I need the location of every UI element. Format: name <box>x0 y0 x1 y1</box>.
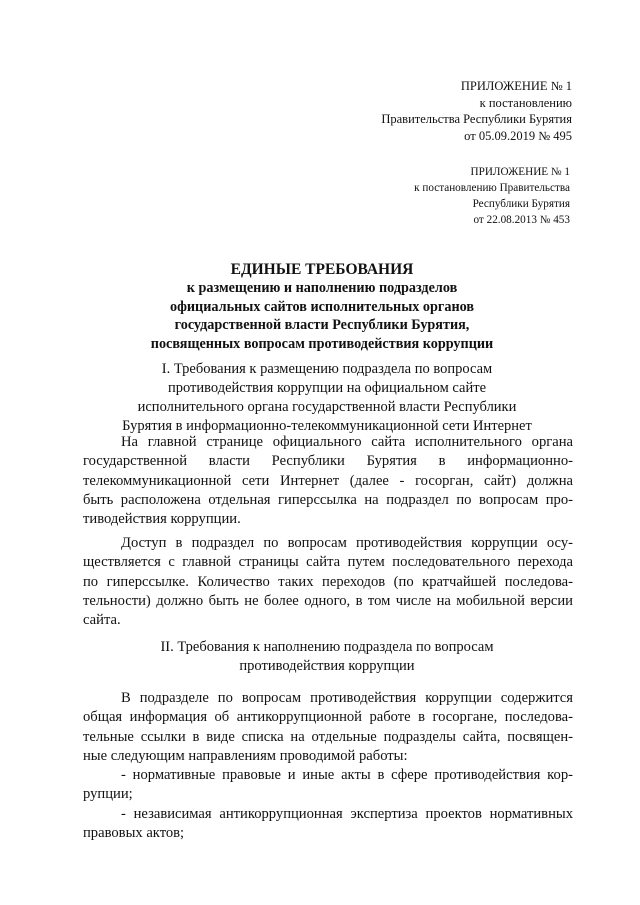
subtitle-line: официальных сайтов исполнительных органов <box>169 298 475 315</box>
paragraph-line: В подразделе по вопросам противодействия коррупции содержится <box>121 690 573 706</box>
annex-title: ПРИЛОЖЕНИЕ № 1 <box>470 166 570 178</box>
list-item-continuation: правовых актов; <box>83 825 185 842</box>
paragraph-line: ные следующим направлениям проводимой работы: <box>83 747 408 764</box>
paragraph-line: телекоммуникационной сети Интернет (далее - госорган, сайт) должна <box>83 472 573 489</box>
list-item: - независимая антикоррупционная экспертиза проектов нормативных <box>121 805 573 822</box>
section-2-paragraph-1 <box>83 689 573 843</box>
section-title-line: противодействия коррупции <box>239 658 415 674</box>
paragraph-line: государственной власти Республики Бурятия в информационно- <box>83 453 573 470</box>
paragraph-line: общая информация об антикоррупционной работе в госоргане, последова- <box>83 709 573 726</box>
section-1-title <box>90 360 564 436</box>
list-item: - нормативные правовые и иные акты в сфере противодействия кор- <box>121 767 573 784</box>
paragraph-line: ществляется с главной страницы сайта путем последовательного перехода <box>83 554 573 571</box>
document-title <box>82 260 562 353</box>
paragraph-line: сайта. <box>83 612 121 629</box>
paragraph-line: тельные ссылки в виде списка на отдельные подразделы сайта, посвящен- <box>83 728 573 745</box>
paragraph-line: по гиперссылке. Количество таких переходов (по кратчайшей последова- <box>83 573 573 590</box>
main-title: ЕДИНЫЕ ТРЕБОВАНИЯ <box>230 261 414 278</box>
section-title-line: исполнительного органа государственной власти Республики <box>137 399 517 415</box>
subtitle-line: к размещению и наполнению подразделов <box>186 280 458 296</box>
section-title-line: Бурятия в информационно-телекоммуникационной сети Интернет <box>122 418 532 434</box>
section-2-title <box>90 638 564 676</box>
paragraph-line: тельности) должно быть не более одного, в том числе на мобильной версии <box>83 592 573 609</box>
section-title-line: II. Требования к наполнению подраздела по вопросам <box>160 639 494 655</box>
section-1-paragraph-1 <box>83 433 573 529</box>
section-1-paragraph-2 <box>83 534 573 630</box>
list-item-continuation: рупции; <box>83 786 133 803</box>
section-title-line: I. Требования к размещению подраздела по вопросам <box>161 361 493 377</box>
subtitle-line: государственной власти Республики Бурятия, <box>174 317 470 333</box>
subtitle-line: посвященных вопросам противодействия коррупции <box>150 335 494 352</box>
annex-header-current <box>381 78 572 144</box>
paragraph-line: На главной странице официального сайта исполнительного органа <box>121 434 573 450</box>
annex-line: к постановлению <box>479 95 572 110</box>
annex-title: ПРИЛОЖЕНИЕ № 1 <box>460 79 572 93</box>
annex-line: Республики Бурятия <box>472 198 570 210</box>
annex-date: от 05.09.2019 № 495 <box>464 128 572 143</box>
paragraph-line: тиводействия коррупции. <box>83 511 241 528</box>
annex-line: Правительства Республики Бурятия <box>381 112 572 126</box>
paragraph-line: Доступ в подраздел по вопросам противодействия коррупции осу- <box>121 535 573 551</box>
annex-date: от 22.08.2013 № 453 <box>473 214 570 226</box>
section-title-line: противодействия коррупции на официальном сайте <box>167 380 487 396</box>
paragraph-line: быть расположена отдельная гиперссылка на подраздел по вопросам про- <box>83 491 573 508</box>
annex-line: к постановлению Правительства <box>414 182 570 194</box>
annex-header-original <box>414 164 570 228</box>
